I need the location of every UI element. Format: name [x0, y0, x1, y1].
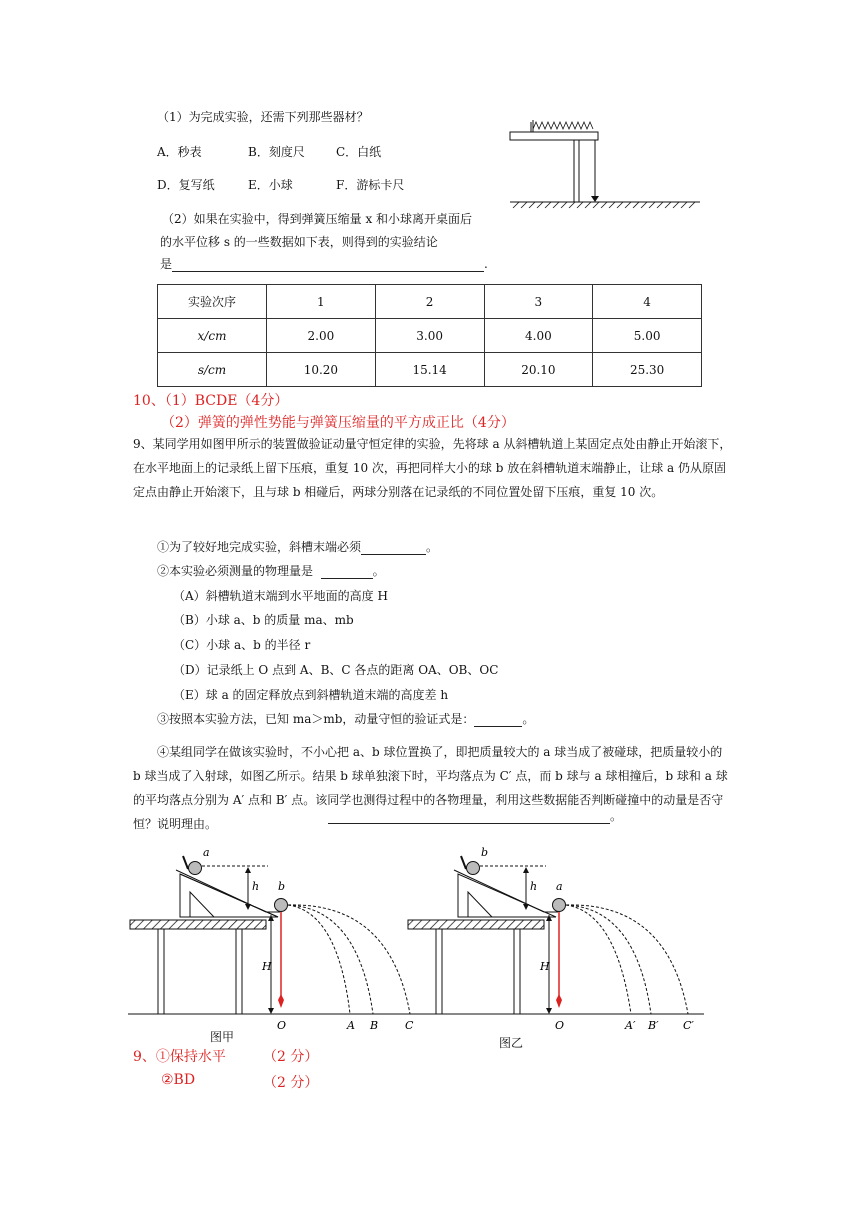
- figure-jia: [128, 842, 428, 1042]
- jia-label-end: b: [278, 880, 286, 893]
- table-row-label: s/cm: [158, 353, 267, 387]
- yi-label-top: b: [481, 846, 489, 859]
- jia-label-h: h: [252, 880, 260, 893]
- q9-answer-1-score: （2 分）: [263, 1049, 319, 1065]
- option-c: C．白纸: [336, 145, 382, 159]
- table-row: [158, 319, 702, 353]
- table-cell: 3.00: [375, 319, 484, 353]
- q9-opt-b: （B）小球 a、b 的质量 ma、mb: [173, 613, 354, 627]
- table-row-label: x/cm: [158, 319, 267, 353]
- q10-answer-1: 10、（1）BCDE（4分）: [133, 393, 289, 409]
- yi-label-end: a: [556, 880, 563, 893]
- table-cell: 25.30: [593, 353, 702, 387]
- q10-part2-line3: 是 .: [160, 257, 488, 271]
- yi-label-C: C′: [683, 1019, 694, 1032]
- yi-label-B: B′: [648, 1019, 659, 1032]
- table-header: 4: [593, 285, 702, 319]
- q10-part1: （1）为完成实验，还需下列那些器材？: [157, 110, 369, 124]
- q9-s3: ③按照本实验方法，已知 ma＞mb，动量守恒的验证式是： 。: [157, 712, 535, 726]
- q9-answer-1: 9、①保持水平: [133, 1049, 226, 1065]
- jia-label-H: H: [262, 960, 272, 973]
- option-d: D．复写纸: [157, 178, 215, 192]
- fig-jia-caption: 图甲: [210, 1030, 235, 1044]
- q9-s4-blank: 。: [328, 807, 622, 824]
- table-row: [158, 285, 702, 319]
- q9-s1: ①为了较好地完成实验，斜槽末端必须 。: [157, 540, 439, 554]
- figure-yi: [406, 842, 706, 1042]
- jia-label-O: O: [277, 1019, 287, 1032]
- q9-answer-2-score: （2 分）: [263, 1075, 319, 1091]
- table-cell: 10.20: [267, 353, 376, 387]
- table-cell: 5.00: [593, 319, 702, 353]
- jia-label-top: a: [203, 846, 210, 859]
- q10-part2-line1: （2）如果在实验中，得到弹簧压缩量 x 和小球离开桌面后: [162, 212, 473, 226]
- yi-label-h: h: [530, 880, 538, 893]
- yi-label-A: A′: [625, 1019, 636, 1032]
- q9-s2: ②本实验必须测量的物理量是 。: [157, 564, 385, 578]
- q9-s4: ④某组同学在做该实验时，不小心把 a、b 球位置换了，即把质量较大的 a 球当成了被碰球，把质量较小的 b 球当成了入射球，如图乙所示。结果 b 球单独滚下时，平均落点为 C′ 点，而 b 球与 a 球相撞后，b 球和 a 球的平均落点分别为 A′ 点和 B′ 点。该同学也测得过程中的各物理量，利用这些数据能否判断碰撞中的动量是否守恒？说明理由。: [133, 745, 728, 831]
- option-a: A．秒表: [157, 145, 202, 159]
- table-cell: 4.00: [484, 319, 593, 353]
- jia-label-B: B: [370, 1019, 379, 1032]
- fig-yi-caption: 图乙: [499, 1036, 524, 1050]
- q9-intro: 9、某同学用如图甲所示的装置做验证动量守恒定律的实验，先将球 a 从斜槽轨道上某固定点处由静止开始滚下，在水平地面上的记录纸上留下压痕，重复 10 次，再把同样大小的球 b 放在斜槽轨道末端静止，让球 a 仍从原固定点由静止开始滚下，且与球 b 相碰后，两球分别落在记录纸的不同位置处留下压痕，重复 10 次。: [133, 437, 732, 499]
- q9-opt-c: （C）小球 a、b 的半径 r: [173, 638, 311, 652]
- table-cell: 15.14: [375, 353, 484, 387]
- table-row: [158, 353, 702, 387]
- table-cell: 20.10: [484, 353, 593, 387]
- spring-apparatus-figure: [505, 112, 705, 212]
- yi-label-H: H: [540, 960, 550, 973]
- q10-part2-line2: 的水平位移 s 的一些数据如下表，则得到的实验结论: [160, 235, 438, 249]
- q9-answer-2: ②BD: [161, 1072, 196, 1088]
- data-table: [157, 284, 702, 387]
- jia-label-C: C: [405, 1019, 414, 1032]
- table-header: 1: [267, 285, 376, 319]
- q9-opt-d: （D）记录纸上 O 点到 A、B、C 各点的距离 OA、OB、OC: [173, 663, 499, 677]
- table-header: 3: [484, 285, 593, 319]
- option-e: E．小球: [248, 178, 293, 192]
- table-header: 2: [375, 285, 484, 319]
- q9-opt-a: （A）斜槽轨道末端到水平地面的高度 H: [173, 589, 388, 603]
- jia-label-A: A: [347, 1019, 355, 1032]
- table-cell: 2.00: [267, 319, 376, 353]
- option-f: F．游标卡尺: [336, 178, 405, 192]
- q10-answer-2: （2）弹簧的弹性势能与弹簧压缩量的平方成正比（4分）: [161, 415, 515, 431]
- table-header: 实验次序: [158, 285, 267, 319]
- yi-label-O: O: [555, 1019, 565, 1032]
- q9-opt-e: （E）球 a 的固定释放点到斜槽轨道末端的高度差 h: [173, 688, 449, 702]
- option-b: B．刻度尺: [248, 145, 305, 159]
